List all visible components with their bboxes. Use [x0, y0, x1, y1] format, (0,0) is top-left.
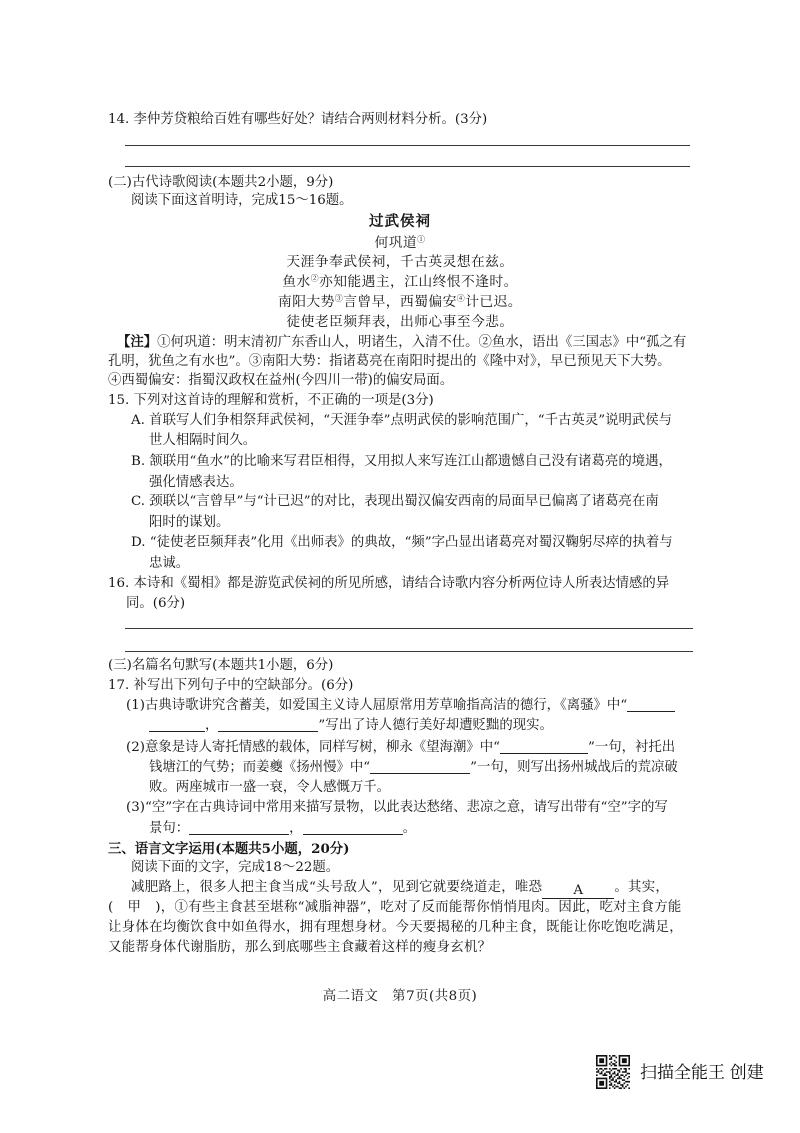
- section2-title: (二)古代诗歌阅读(本题共2小题，9分): [108, 175, 334, 190]
- q17-item3-blank-1: [189, 819, 289, 835]
- poem-note-mark-3: ③: [334, 294, 344, 303]
- q17-item3-blank-2: [303, 819, 403, 835]
- poem-line-1: 天涯争奉武侯祠，千古英灵想在兹。: [286, 254, 514, 270]
- q17-item2-tail-2: ”一句，则写出扬州城战后的荒凉破: [470, 760, 678, 775]
- q17-item1-line-1: [126, 696, 675, 716]
- q17-item3-line-2: [149, 819, 416, 839]
- q17-item2-head-2: 钱塘江的气势；而姜夔《扬州慢》中“: [149, 760, 371, 775]
- part3-intro: 阅读下面的文字，完成18～22题。: [131, 860, 340, 875]
- q16-line-2: 同。(6分): [126, 596, 186, 611]
- q14-answer-line-1: [125, 145, 690, 146]
- scanner-watermark-text: 扫描全能王 创建: [640, 1063, 764, 1082]
- q15-option-c-line-2: 阳时的谋划。: [149, 515, 230, 530]
- q16-line-1: 16. 本诗和《蜀相》都是游览武侯祠的所见所感，请结合诗歌内容分析两位诗人所表达情感的异: [108, 576, 670, 591]
- q15-option-c-line-1: C. 颈联以“言曾早”与“计已迟”的对比，表现出蜀汉偏安西南的局面早已偏离了诸葛亮在南: [131, 494, 659, 509]
- q17-item1-tail: ”写出了诗人德行美好却遭贬黜的现实。: [318, 718, 553, 733]
- q17-item1-blank-3: [218, 716, 318, 732]
- note-line-2: 孔明，犹鱼之有水也”。③南阳大势：指诸葛亮在南阳时提出的《隆中对》，早已预见天下大势。: [108, 354, 671, 369]
- q15-option-a-line-2: 世人相隔时间久。: [149, 433, 257, 448]
- q15-stem: 15. 下列对这首诗的理解和赏析，不正确的一项是(3分): [108, 393, 434, 408]
- poem-line-3-b: 言曾早，西蜀偏安: [343, 294, 457, 310]
- passage-line-2-tail: )，①有些主食甚至堪称“减脂神器”，吃对了反而能帮你悄悄甩肉。因此，吃对主食方能: [155, 900, 682, 915]
- q16-answer-line-1: [125, 628, 693, 629]
- q15-option-a-line-1: A. 首联写人们争相祭拜武侯祠，“天涯争奉”点明武侯的影响范围广，“千古英灵”说明武侯与: [131, 413, 673, 428]
- poem-title: 过武侯祠: [369, 213, 431, 230]
- section3-title: (三)名篇名句默写(本题共1小题，6分): [108, 658, 334, 673]
- passage-line-1: [131, 878, 669, 899]
- q17-item2-head: (2)意象是诗人寄托情感的载体，同样写树，柳永《望海潮》中“: [126, 740, 500, 755]
- passage-line-3: 让身体在均衡饮食中如鱼得水，拥有理想身材。今天要揭秘的几种主食，既能让你吃饱吃满足，: [108, 920, 684, 935]
- q17-item3-head: 景句：: [149, 821, 190, 836]
- q17-item1-text: (1)古典诗歌讲究含蓄美，如爱国主义诗人屈原常用芳草喻指高洁的德行，《离骚》中“: [126, 698, 628, 713]
- note-line-1: [117, 332, 686, 353]
- passage-blank-a: A: [542, 883, 614, 899]
- q17-item1-blank-2: [149, 716, 205, 732]
- q15-option-d-line-1: D. “徒使老臣频拜表”化用《出师表》的典故，“频”字凸显出诸葛亮对蜀汉鞠躬尽瘁的执着与: [131, 535, 673, 550]
- qr-code-icon: [596, 1055, 630, 1089]
- q17-item2-line-1: [126, 738, 675, 758]
- q17-item1-line-2: [149, 716, 553, 736]
- passage-line-2: [108, 898, 682, 918]
- note-label: 【注】: [117, 334, 158, 350]
- q14-stem: 14. 李仲芳贷粮给百姓有哪些好处？请结合两则材料分析。(3分): [108, 112, 488, 127]
- q17-item2-tail-1: ”一句，衬托出: [587, 740, 676, 755]
- passage-line-1-tail: 。其实，: [614, 880, 670, 895]
- q17-item3-sep: ，: [289, 821, 303, 836]
- poem-note-mark-4: ④: [456, 294, 466, 303]
- passage-blank-jia: 甲: [127, 900, 142, 915]
- passage-line-4: 又能帮身体代谢脂肪，那么到底哪些主食藏着这样的瘦身玄机？: [108, 940, 492, 955]
- q17-item1-sep: ，: [205, 718, 219, 733]
- poem-author-name: 何巩道: [374, 235, 418, 251]
- q14-answer-line-2: [125, 166, 690, 167]
- q15-option-d-line-2: 忠诚。: [149, 556, 190, 571]
- q15-option-b-line-1: B. 颔联用“鱼水”的比喻来写君臣相得，又用拟人来写连江山都遗憾自己没有诸葛亮的境遇，: [131, 454, 672, 469]
- note-line-1-text: ①何巩道：明末清初广东香山人，明诸生，入清不仕。②鱼水，语出《三国志》中“孤之有: [157, 335, 687, 350]
- poem-line-2: [0, 272, 800, 294]
- section2-intro: 阅读下面这首明诗，完成15～16题。: [131, 193, 353, 208]
- q15-option-b-line-2: 强化情感表达。: [149, 475, 243, 490]
- q17-item2-line-3: 败。两座城市一盛一衰，令人感慨万千。: [149, 780, 391, 795]
- poem-note-mark-2: ②: [310, 274, 320, 283]
- poem-author-note-mark: ①: [417, 235, 426, 244]
- poem-line-2-a: 鱼水: [282, 274, 311, 290]
- q17-item2-blank-1: [500, 738, 588, 754]
- q17-item2-line-2: [149, 758, 678, 778]
- q17-item3-tail: 。: [402, 821, 416, 836]
- poem-line-4: 徒使老臣频拜表，出师心事至今悲。: [286, 314, 514, 330]
- q17-item3-line-1: (3)“空”字在古典诗词中常用来描写景物，以此表达愁绪、悲凉之意，请写出带有“空”字的写: [126, 800, 668, 815]
- q17-item2-blank-2: [370, 758, 470, 774]
- passage-paren-open: (: [108, 900, 114, 915]
- q16-answer-line-2: [125, 651, 693, 652]
- poem-line-3-c: 计已迟。: [465, 294, 522, 310]
- note-line-3: ④西蜀偏安：指蜀汉政权在益州(今四川一带)的偏安局面。: [108, 373, 454, 388]
- q17-item1-blank-1: [627, 696, 675, 712]
- poem-line-3: [0, 292, 800, 314]
- page-footer: 高二语文 第7页(共8页): [322, 989, 478, 1004]
- poem-line-2-b: 亦知能遇主，江山终恨不逢时。: [319, 274, 518, 290]
- poem-line-3-a: 南阳大势: [278, 294, 335, 310]
- part3-title: 三、语言文字运用(本题共5小题，20分): [108, 841, 350, 857]
- passage-line-1-head: 减肥路上，很多人把主食当成“头号敌人”，见到它就要绕道走，唯恐: [131, 880, 543, 895]
- q17-stem: 17. 补写出下列句子中的空缺部分。(6分): [108, 678, 354, 693]
